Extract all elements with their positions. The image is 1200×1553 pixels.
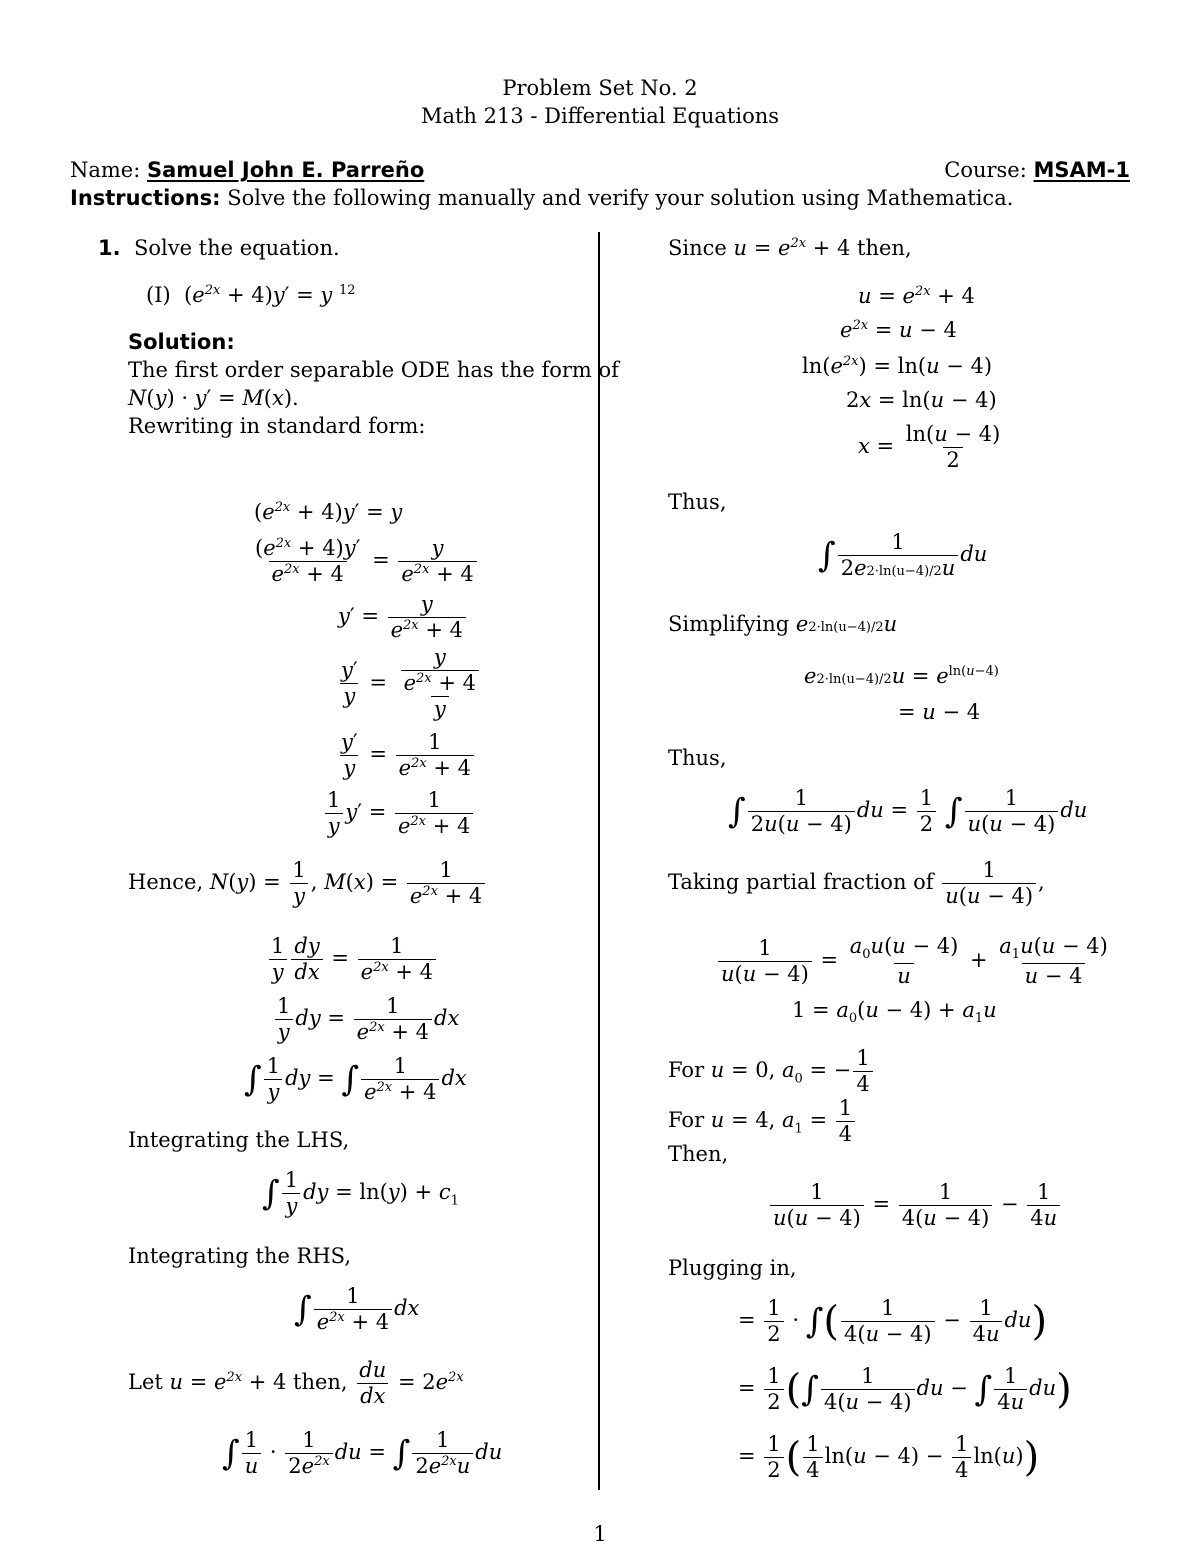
eq-r7: $e2\cdot\ln(u-4)/2u = e^{ln(u-4)}$ [804,664,999,688]
eq-step-6: $\frac{1}{y}$ y′ = $\frac{1}{e^{2x} + 4}$ [322,788,475,839]
eq-step-3: y′ = $\frac{y}{e^{2x} + 4}$ [338,592,468,643]
eq-step-2: $\frac{(e^{2x} + 4)y'}{e^{2x} + 4}$ = $\frac{y}{e^{2x} + 4}$ [250,536,479,587]
course-label: Course: [944,158,1027,182]
eq-r3: $\ln(e^{2x}) = \ln(u - 4)$ [802,354,993,378]
eq-r11: $1 = a_0(u - 4) + a_1u$ [792,998,997,1027]
name-value: Samuel John E. Parreño [147,158,425,182]
eq-r12: $\frac{1}{u(u - 4)}$ = $\frac{1}{4(u - 4)}$ − $\frac{1}{4u}$ [768,1180,1062,1231]
eq-r2: $e^{2x} = u - 4$ [840,318,957,342]
eq-r8: = u − 4 [898,700,981,724]
course-line [944,158,1130,182]
eq-sep-1: $\frac{1}{y}$ $\frac{dy}{dx}$ = $\frac{1}{e^{2x} + 4}$ [266,934,438,985]
eq-r14: = $\frac{1}{2}$ (∫ $\frac{1}{4(u - 4)}$ du − ∫ $\frac{1}{4u}$ du) [738,1364,1072,1415]
eq-sep-3: ∫ $\frac{1}{y}$ dy = ∫ $\frac{1}{e^{2x} + 4}$ dx [244,1054,467,1105]
eq-subst: ∫ $\frac{1}{u}$ · $\frac{1}{2e^{2x}}$ du = ∫ $\frac{1}{2e^{2x}u}$ du [222,1428,503,1479]
problem-item [98,236,340,260]
instructions-text: Solve the following manually and verify your solution using Mathematica. [227,186,1014,210]
paragraph-2: Rewriting in standard form: [128,414,426,438]
column-divider [598,232,600,1490]
eq-sep-2: $\frac{1}{y}$ dy = $\frac{1}{e^{2x} + 4}$ dx [272,994,459,1045]
given-equation: $(e^{2x} + 4)y' = y$ $^{12}$ [184,283,356,307]
thus-1: Thus, [668,490,727,514]
name-label: Name: [70,158,141,182]
eq-r5: x = $\frac{\ln(u - 4)}{2}$ [858,422,1001,473]
sub-problem [146,283,356,307]
paragraph-1: The first order separable ODE has the form of [128,358,619,382]
page-subtitle: Math 213 - Differential Equations [420,104,780,128]
paragraph-1b: N(y) · y′ = M(x). [128,386,299,410]
lhs-text: Integrating the LHS, [128,1128,350,1152]
thus-2: Thus, [668,746,727,770]
eq-r1: $u = e^{2x} + 4$ [858,284,975,308]
then-2: Then, [668,1142,729,1166]
instructions-line [70,186,1013,210]
for-2: For u = 4, $a_1$ = $\frac{1}{4}$ [668,1096,857,1147]
plugging: Plugging in, [668,1256,797,1280]
eq-r10: $\frac{1}{u(u - 4)}$ = $\frac{a_0u(u - 4)}{u}$ + $\frac{a_1u(u - 4)}{u - 4}$ [716,934,1113,989]
eq-r6: ∫ $\frac{1}{2e2\cdot\ln(u-4)/2u}$ du [818,530,988,581]
name-line [70,158,424,182]
eq-r4: 2x = ln(u − 4) [846,388,997,412]
for-1: For u = 0, $a_0$ = − $\frac{1}{4}$ [668,1046,875,1097]
hence-line: Hence, N(y) = $\frac{1}{y}$ , M(x) = $\frac{1}{e^{2x} + 4}$ [128,858,487,909]
item-number: 1. [98,236,121,260]
eq-rhs: ∫ $\frac{1}{e^{2x} + 4}$ dx [294,1284,420,1335]
eq-r9: ∫ $\frac{1}{2u(u - 4)}$ du = $\frac{1}{2}$ ∫ $\frac{1}{u(u - 4)}$ du [728,786,1088,837]
item-text: Solve the equation. [133,236,340,260]
course-value: MSAM-1 [1033,158,1130,182]
partial-line: Taking partial fraction of $\frac{1}{u(u - 4)}$ , [668,858,1045,909]
instructions-label: Instructions: [70,186,221,210]
simplifying-line: Simplifying e2·ln(u−4)/2u [668,612,898,636]
eq-r15: = $\frac{1}{2}$ ( $\frac{1}{4}$ ln(u − 4) − $\frac{1}{4}$ ln(u)) [738,1432,1040,1483]
page-title: Problem Set No. 2 [502,76,698,100]
eq-step-5: $\frac{y'}{y}$ = $\frac{1}{e^{2x} + 4}$ [336,730,476,781]
eq-r13: = $\frac{1}{2}$ · ∫( $\frac{1}{4(u - 4)}$ − $\frac{1}{4u}$ du) [738,1296,1048,1347]
eq-lhs: ∫ $\frac{1}{y}$ dy = $\ln(y) + c_1$ [262,1168,459,1219]
eq-step-1: $(e^{2x} + 4)y' = y$ [254,500,403,524]
sub-label: (I) [146,283,171,307]
page-number: 1 [593,1522,607,1546]
solution-heading: Solution: [128,330,235,354]
eq-step-4: $\frac{y'}{y}$ = $\frac{\frac{y}{e^{2x} + 4}}{y}$ [336,645,486,723]
since-line: Since $u = e^{2x} + 4$ then, [668,236,912,260]
rhs-text: Integrating the RHS, [128,1244,351,1268]
let-line: Let $u = e^{2x} + 4$ then, $\frac{du}{dx}$ = $2e^{2x}$ [128,1358,464,1409]
